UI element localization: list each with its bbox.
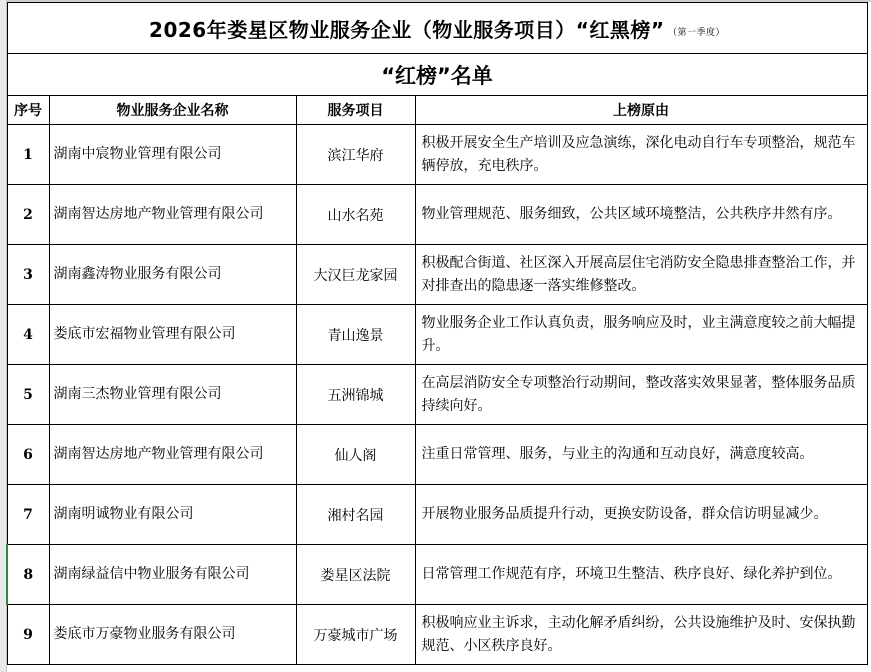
table-row	[7, 245, 867, 305]
cell-project[interactable]: 大汉巨龙家园	[296, 245, 415, 305]
cell-reason[interactable]: 积极配合街道、社区深入开展高层住宅消防安全隐患排查整治工作，并对排查出的隐患逐一落实维修整改。	[415, 245, 867, 305]
table-row	[7, 125, 867, 185]
cell-reason[interactable]: 注重日常管理、服务，与业主的沟通和互动良好，满意度较高。	[415, 425, 867, 485]
cell-reason[interactable]: 积极开展安全生产培训及应急演练，深化电动自行车专项整治，规范车辆停放，充电秩序。	[415, 125, 867, 185]
cell-project[interactable]: 五洲锦城	[296, 365, 415, 425]
cell-index[interactable]: 1	[7, 125, 49, 185]
cell-index[interactable]: 6	[7, 425, 49, 485]
cell-index[interactable]: 5	[7, 365, 49, 425]
cell-company[interactable]: 湖南智达房地产物业管理有限公司	[49, 425, 296, 485]
cell-index[interactable]: 3	[7, 245, 49, 305]
cell-reason[interactable]: 物业服务企业工作认真负责，服务响应及时，业主满意度较之前大幅提升。	[415, 305, 867, 365]
cell-index[interactable]: 9	[7, 605, 49, 665]
cell-reason[interactable]: 物业管理规范、服务细致，公共区域环境整洁，公共秩序井然有序。	[415, 185, 867, 245]
col-header-project[interactable]: 服务项目	[296, 96, 415, 125]
table-row	[7, 305, 867, 365]
cell-project[interactable]: 湘村名园	[296, 485, 415, 545]
table-row	[7, 365, 867, 425]
cell-project[interactable]: 山水名苑	[296, 185, 415, 245]
cell-index[interactable]: 2	[7, 185, 49, 245]
quarter-label: （第一季度）	[672, 27, 725, 38]
cell-reason[interactable]: 日常管理工作规范有序，环境卫生整洁、秩序良好、绿化养护到位。	[415, 545, 867, 605]
cell-company[interactable]: 湖南智达房地产物业管理有限公司	[49, 185, 296, 245]
sheet-title[interactable]	[7, 3, 867, 54]
table-row	[7, 605, 867, 665]
cell-company[interactable]: 湖南明诚物业有限公司	[49, 485, 296, 545]
cell-company[interactable]: 湖南鑫涛物业服务有限公司	[49, 245, 296, 305]
col-header-reason[interactable]: 上榜原由	[415, 96, 867, 125]
cell-company[interactable]: 娄底市万豪物业服务有限公司	[49, 605, 296, 665]
col-header-company[interactable]: 物业服务企业名称	[49, 96, 296, 125]
cell-project[interactable]: 娄星区法院	[296, 545, 415, 605]
cell-project[interactable]: 仙人阁	[296, 425, 415, 485]
cell-reason[interactable]: 在高层消防安全专项整治行动期间，整改落实效果显著，整体服务品质持续向好。	[415, 365, 867, 425]
table-row	[7, 545, 867, 605]
table-row	[7, 425, 867, 485]
cell-company[interactable]: 娄底市宏福物业管理有限公司	[49, 305, 296, 365]
red-list-subtitle[interactable]: “红榜”名单	[7, 54, 867, 96]
table-row	[7, 485, 867, 545]
sheet-title-text: 2026年娄星区物业服务企业（物业服务项目）“红黑榜”	[149, 17, 665, 42]
header-row	[7, 96, 867, 125]
cell-company[interactable]: 湖南三杰物业管理有限公司	[49, 365, 296, 425]
col-header-index[interactable]: 序号	[7, 96, 49, 125]
table-row	[7, 185, 867, 245]
cell-index[interactable]: 8	[7, 545, 49, 605]
cell-index[interactable]: 4	[7, 305, 49, 365]
cell-project[interactable]: 青山逸景	[296, 305, 415, 365]
cell-company[interactable]: 湖南中宸物业管理有限公司	[49, 125, 296, 185]
cell-reason[interactable]: 开展物业服务品质提升行动，更换安防设备，群众信访明显减少。	[415, 485, 867, 545]
cell-project[interactable]: 滨江华府	[296, 125, 415, 185]
cell-reason[interactable]: 积极响应业主诉求，主动化解矛盾纠纷，公共设施维护及时、安保执勤规范、小区秩序良好。	[415, 605, 867, 665]
cell-project[interactable]: 万豪城市广场	[296, 605, 415, 665]
cell-company[interactable]: 湖南绿益信中物业服务有限公司	[49, 545, 296, 605]
red-list-table	[6, 2, 868, 665]
cell-index[interactable]: 7	[7, 485, 49, 545]
